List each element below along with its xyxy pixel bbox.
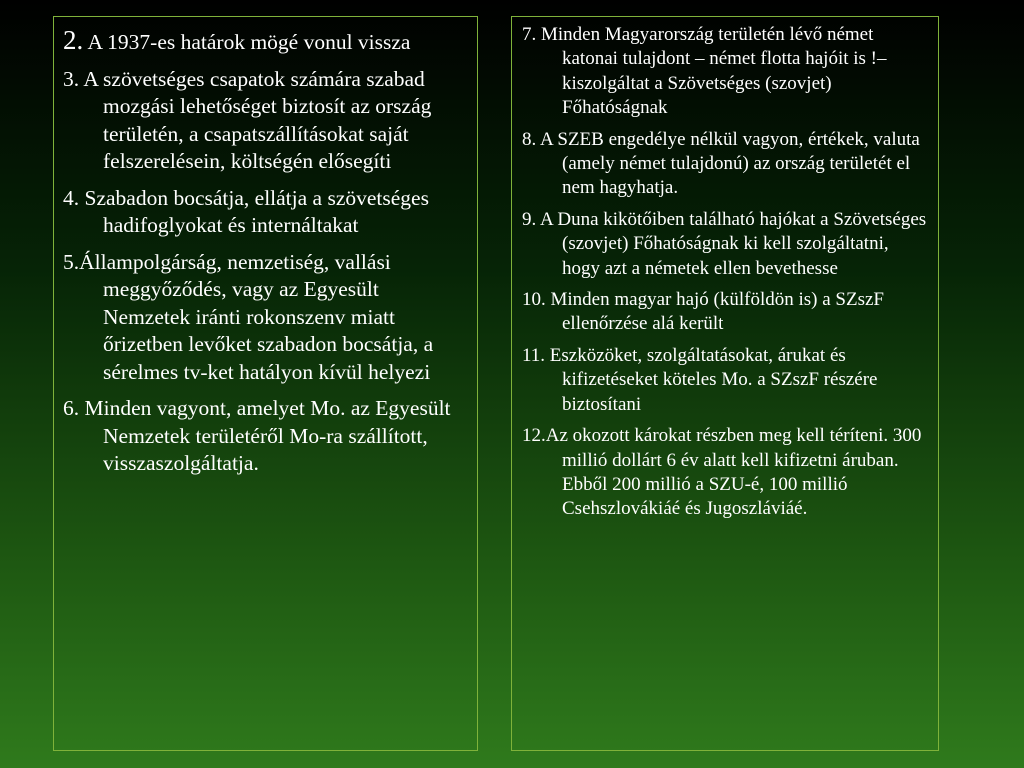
list-item: 7. Minden Magyarország területén lévő német katonai tulajdont – német flotta hajóit is !– kiszolgáltat a Szövetséges (szovjet) Főhatóságnak — [522, 24, 887, 119]
list-item: 10. Minden magyar hajó (külföldön is) a SZszF ellenőrzése alá került — [522, 289, 885, 335]
item-text: A 1937-es határok mögé vonul vissza — [83, 30, 411, 54]
list-item: 3. A szövetséges csapatok számára szabad mozgási lehetőséget biztosít az ország területén, a csapatszállításokat saját felszerelésein, költségén elősegíti — [63, 66, 432, 173]
list-item — [63, 27, 469, 57]
list-item: 4. Szabadon bocsátja, ellátja a szövetséges hadifoglyokat és internáltakat — [63, 185, 429, 237]
item-number: 2. — [63, 25, 84, 55]
list-item: 6. Minden vagyont, amelyet Mo. az Egyesült Nemzetek területéről Mo-ra szállított, visszaszolgáltatja. — [63, 396, 451, 475]
list-item: 11. Eszközöket, szolgáltatásokat, árukat és kifizetéseket köteles Mo. a SZszF részére biztosítani — [522, 344, 878, 415]
list-item: 8. A SZEB engedélye nélkül vagyon, értékek, valuta (amely német tulajdonú) az ország területét el nem hagyhatja. — [522, 128, 920, 199]
left-text-box — [53, 16, 478, 751]
right-text-box — [511, 16, 939, 751]
list-item: 9. A Duna kikötőiben található hajókat a Szövetséges (szovjet) Főhatóságnak ki kell szolgáltatni, hogy azt a németek ellen bevethesse — [522, 208, 927, 279]
list-item: 12.Az okozott károkat részben meg kell téríteni. 300 millió dollárt 6 év alatt kell kifizetni áruban. Ebből 200 millió a SZU-é, 100 millió Csehszlovákiáé és Jugoszláviáé. — [522, 425, 922, 520]
list-item: 5.Állampolgárság, nemzetiség, vallási meggyőződés, vagy az Egyesült Nemzetek iránti rokonszenv miatt őrizetben levőket szabadon bocsátja, a sérelmes tv-ket hatályon kívül helyezi — [63, 249, 434, 384]
